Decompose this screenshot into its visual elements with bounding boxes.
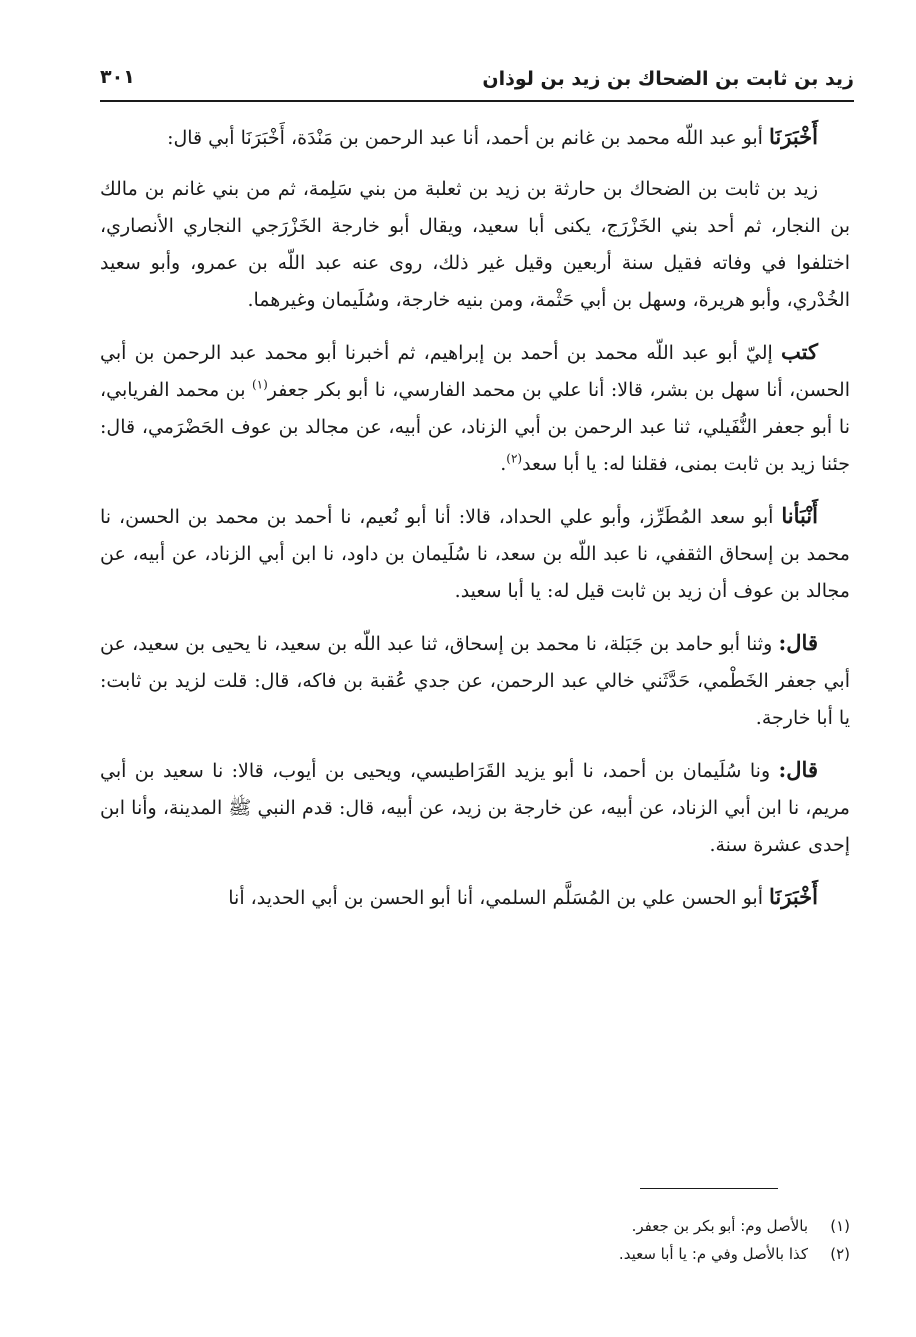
header-title: زيد بن ثابت بن الضحاك بن زيد بن لوذان xyxy=(482,68,854,90)
footnote-1 xyxy=(100,1212,850,1240)
footnote-number: (٢) xyxy=(830,1245,850,1263)
paragraph-text: إليّ أبو عبد اللّه محمد بن أحمد بن إبراهيم، ثم أخبرنا أبو محمد عبد الرحمن بن أبي الحسن، أنا سهل بن بشر، قالا: أنا علي بن محمد الفارسي، نا أبو بكر جعفر xyxy=(100,342,850,401)
paragraph-text: ونا سُلَيمان بن أحمد، نا أبو يزيد القَرَاطيسي، ويحيى بن أيوب، قالا: نا سعيد بن أبي مريم، نا ابن أبي الزناد، عن أبيه، عن خارجة بن زيد، عن أبيه، قال: قدم النبي ﷺ المدينة، وأنا ابن إحدى عشرة سنة. xyxy=(100,760,850,856)
paragraph-text: أبو عبد اللّه محمد بن غانم بن أحمد، أنا عبد الرحمن بن مَنْدَة، أَخْبَرَنَا أبي قال: xyxy=(167,127,770,149)
paragraph-lead: أَخْبَرَنَا xyxy=(769,124,818,149)
footnote-ref-2[interactable]: (٢) xyxy=(506,451,523,466)
running-header xyxy=(100,62,854,102)
footnote-text: بالأصل وم: أبو بكر بن جعفر. xyxy=(631,1217,808,1235)
footnote-2 xyxy=(100,1240,850,1268)
paragraph-2 xyxy=(100,171,850,319)
paragraph-lead: قال: xyxy=(778,757,818,782)
paragraph-text: زيد بن ثابت بن الضحاك بن حارثة بن زيد بن ثعلبة من بني سَلِمة، ثم من بني غانم بن مالك بن النجار، ثم أحد بني الخَزْرَج، يكنى أبا سعيد، ويقال أبو خارجة الخَزْرَجي النجاري الأنصاري، اختلفوا في وفاته فقيل سنة أربعين وقيل غير ذلك، روى عنه عبد اللّه بن عمرو، وأبو سعيد الخُدْري، وأبو هريرة، وسهل بن أبي حَثْمة، ومن بنيه خارجة، وسُلَيمان وغيرهما. xyxy=(100,178,850,311)
paragraph-3 xyxy=(100,333,850,483)
footnote-divider xyxy=(640,1188,778,1189)
paragraph-4 xyxy=(100,497,850,610)
paragraph-text: أبو سعد المُطَرِّز، وأبو علي الحداد، قالا: أنا أبو نُعيم، نا أحمد بن محمد بن الحسن، نا محمد بن إسحاق الثقفي، نا عبد اللّه بن سعد، نا سُلَيمان بن داود، نا ابن أبي الزناد، عن أبيه، عن مجالد بن عوف أن زيد بن ثابت قيل له: يا أبا سعيد. xyxy=(100,506,850,602)
paragraph-lead: قال: xyxy=(778,630,818,655)
paragraph-text: أبو الحسن علي بن المُسَلَّم السلمي، أنا أبو الحسن بن أبي الحديد، أنا xyxy=(228,887,770,909)
paragraph-text-continued: بن محمد الفريابي، نا أبو جعفر النُّفَيلي، ثنا عبد الرحمن بن أبي الزناد، عن أبيه، عن مجالد بن عوف الحَضْرَمي، قال: جئنا زيد بن ثابت بمنى، فقلنا له: يا أبا سعد xyxy=(100,379,850,475)
footnote-text: كذا بالأصل وفي م: يا أبا سعيد. xyxy=(618,1245,808,1263)
footnotes xyxy=(100,1212,850,1268)
body-text xyxy=(100,118,850,931)
footnote-number: (١) xyxy=(830,1217,850,1235)
paragraph-5 xyxy=(100,624,850,737)
paragraph-7 xyxy=(100,878,850,917)
paragraph-lead: أَخْبَرَنَا xyxy=(769,884,818,909)
paragraph-text-end: . xyxy=(500,453,507,475)
paragraph-lead: أَنْبَأنا xyxy=(781,503,818,528)
paragraph-1 xyxy=(100,118,850,157)
page-number: ٣٠١ xyxy=(100,66,135,88)
paragraph-text: وثنا أبو حامد بن جَبَلة، نا محمد بن إسحاق، ثنا عبد اللّه بن سعيد، نا يحيى بن سعيد، عن أبي جعفر الخَطْمي، حَدَّثَني خالي عبد الرحمن، عن جدي عُقبة بن فاكه، قال: قلت لزيد بن ثابت: يا أبا خارجة. xyxy=(100,633,850,729)
paragraph-lead: كتب xyxy=(781,339,818,364)
paragraph-6 xyxy=(100,751,850,864)
footnote-ref-1[interactable]: (١) xyxy=(251,377,268,392)
